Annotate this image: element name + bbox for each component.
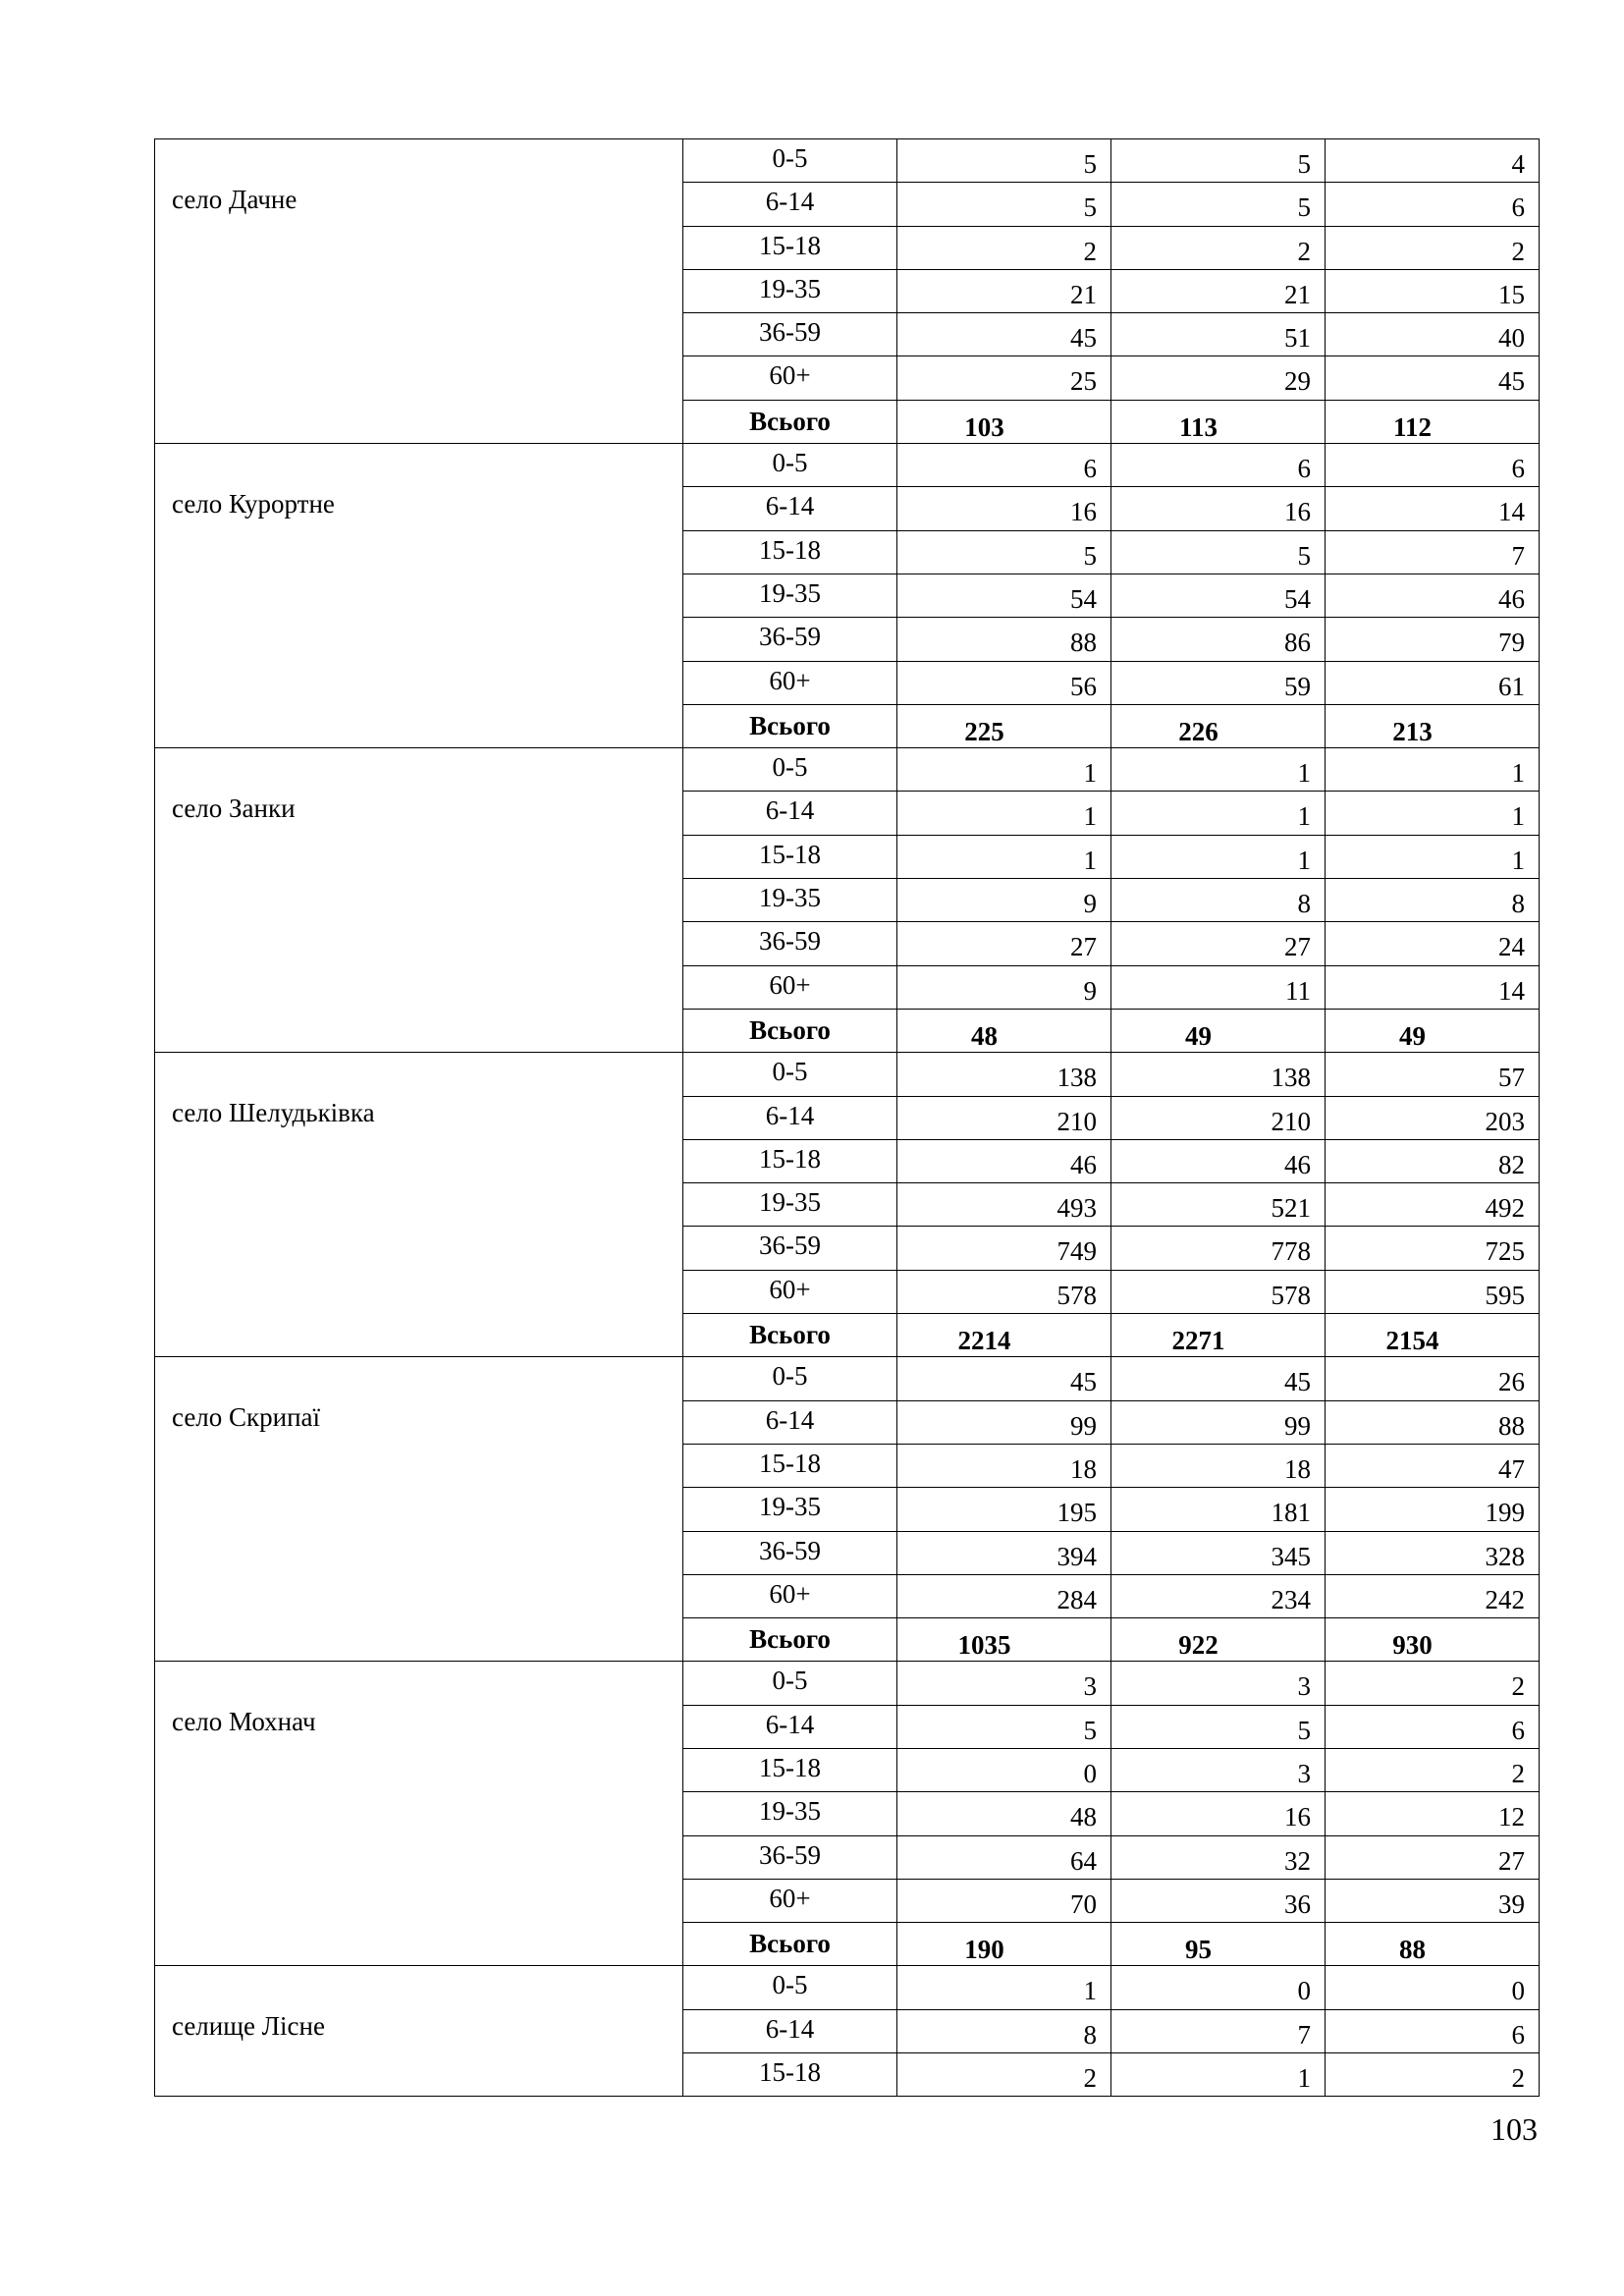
value-cell: 2 [1326,2053,1540,2097]
value-cell: 15 [1326,269,1540,312]
population-table [154,138,1540,2097]
age-group-cell: 15-18 [683,835,897,878]
value-cell: 5 [1111,1705,1326,1748]
value-cell: 1 [1111,792,1326,835]
value-cell: 4 [1326,139,1540,183]
value-cell: 21 [1111,269,1326,312]
age-group-cell: 0-5 [683,139,897,183]
value-cell: 578 [897,1270,1111,1313]
total-label: Всього [683,1923,897,1966]
age-group-cell: 19-35 [683,269,897,312]
value-cell: 3 [1111,1748,1326,1791]
value-cell: 48 [897,1792,1111,1835]
value-cell: 6 [1326,183,1540,226]
value-cell: 16 [897,487,1111,530]
value-cell: 47 [1326,1444,1540,1487]
value-cell: 70 [897,1879,1111,1922]
age-group-cell: 15-18 [683,226,897,269]
value-cell: 6 [897,444,1111,487]
age-group-cell: 0-5 [683,1357,897,1400]
age-group-cell: 19-35 [683,1183,897,1227]
value-cell: 1 [897,835,1111,878]
value-cell: 64 [897,1835,1111,1879]
location-name: село Мохнач [155,1662,683,1966]
value-cell: 54 [1111,574,1326,617]
value-cell: 5 [1111,530,1326,574]
value-cell: 45 [897,1357,1111,1400]
value-cell: 82 [1326,1139,1540,1182]
value-cell: 46 [1326,574,1540,617]
age-group-cell: 36-59 [683,618,897,661]
age-group-cell: 0-5 [683,1966,897,2009]
age-group-cell: 19-35 [683,1488,897,1531]
value-cell: 1 [1111,748,1326,792]
value-cell: 86 [1111,618,1326,661]
age-group-cell: 36-59 [683,922,897,965]
value-cell: 578 [1111,1270,1326,1313]
value-cell: 5 [897,139,1111,183]
age-group-cell: 19-35 [683,879,897,922]
total-value-cell: 103 [897,400,1111,443]
value-cell: 492 [1326,1183,1540,1227]
value-cell: 16 [1111,1792,1326,1835]
value-cell: 14 [1326,487,1540,530]
location-name: селище Лісне [155,1966,683,2097]
value-cell: 138 [1111,1053,1326,1096]
value-cell: 27 [1111,922,1326,965]
value-cell: 46 [897,1139,1111,1182]
value-cell: 5 [1111,139,1326,183]
value-cell: 32 [1111,1835,1326,1879]
value-cell: 2 [1326,1662,1540,1705]
age-group-cell: 60+ [683,356,897,400]
total-value-cell: 2154 [1326,1314,1540,1357]
value-cell: 12 [1326,1792,1540,1835]
value-cell: 725 [1326,1227,1540,1270]
table-row [155,139,1540,183]
value-cell: 14 [1326,965,1540,1009]
value-cell: 493 [897,1183,1111,1227]
value-cell: 88 [1326,1400,1540,1444]
page-number: 103 [1490,2111,1538,2147]
value-cell: 345 [1111,1531,1326,1574]
total-label: Всього [683,400,897,443]
value-cell: 51 [1111,313,1326,356]
total-value-cell: 2271 [1111,1314,1326,1357]
age-group-cell: 60+ [683,1574,897,1617]
location-name: село Дачне [155,139,683,444]
value-cell: 8 [1111,879,1326,922]
total-label: Всього [683,1618,897,1662]
age-group-cell: 6-14 [683,1400,897,1444]
age-group-cell: 60+ [683,1270,897,1313]
total-value-cell: 113 [1111,400,1326,443]
location-name: село Шелудьківка [155,1053,683,1357]
value-cell: 195 [897,1488,1111,1531]
value-cell: 2 [897,226,1111,269]
total-value-cell: 48 [897,1009,1111,1052]
location-name: село Курортне [155,444,683,748]
total-value-cell: 213 [1326,704,1540,747]
total-value-cell: 49 [1326,1009,1540,1052]
table-row [155,444,1540,487]
value-cell: 6 [1326,444,1540,487]
table-row [155,748,1540,792]
total-value-cell: 225 [897,704,1111,747]
value-cell: 0 [897,1748,1111,1791]
table-row [155,1662,1540,1705]
value-cell: 99 [897,1400,1111,1444]
value-cell: 99 [1111,1400,1326,1444]
value-cell: 36 [1111,1879,1326,1922]
total-value-cell: 922 [1111,1618,1326,1662]
value-cell: 24 [1326,922,1540,965]
total-value-cell: 2214 [897,1314,1111,1357]
value-cell: 6 [1111,444,1326,487]
age-group-cell: 6-14 [683,792,897,835]
total-value-cell: 930 [1326,1618,1540,1662]
value-cell: 57 [1326,1053,1540,1096]
total-label: Всього [683,704,897,747]
age-group-cell: 6-14 [683,2009,897,2052]
value-cell: 1 [1111,835,1326,878]
value-cell: 394 [897,1531,1111,1574]
value-cell: 18 [1111,1444,1326,1487]
age-group-cell: 6-14 [683,183,897,226]
age-group-cell: 36-59 [683,1531,897,1574]
value-cell: 8 [897,2009,1111,2052]
total-value-cell: 112 [1326,400,1540,443]
value-cell: 5 [897,1705,1111,1748]
value-cell: 199 [1326,1488,1540,1531]
value-cell: 5 [1111,183,1326,226]
table-row [155,1357,1540,1400]
value-cell: 7 [1111,2009,1326,2052]
value-cell: 138 [897,1053,1111,1096]
age-group-cell: 19-35 [683,1792,897,1835]
value-cell: 39 [1326,1879,1540,1922]
value-cell: 88 [897,618,1111,661]
location-name: село Занки [155,748,683,1053]
total-value-cell: 88 [1326,1923,1540,1966]
value-cell: 521 [1111,1183,1326,1227]
age-group-cell: 60+ [683,661,897,704]
value-cell: 26 [1326,1357,1540,1400]
value-cell: 3 [897,1662,1111,1705]
value-cell: 56 [897,661,1111,704]
value-cell: 27 [897,922,1111,965]
value-cell: 27 [1326,1835,1540,1879]
value-cell: 45 [1326,356,1540,400]
value-cell: 54 [897,574,1111,617]
table-row [155,1966,1540,2009]
value-cell: 2 [1326,226,1540,269]
value-cell: 2 [897,2053,1111,2097]
value-cell: 45 [897,313,1111,356]
age-group-cell: 0-5 [683,444,897,487]
value-cell: 6 [1326,1705,1540,1748]
value-cell: 9 [897,965,1111,1009]
value-cell: 59 [1111,661,1326,704]
value-cell: 45 [1111,1357,1326,1400]
age-group-cell: 6-14 [683,1096,897,1139]
value-cell: 46 [1111,1139,1326,1182]
age-group-cell: 15-18 [683,1139,897,1182]
total-label: Всього [683,1314,897,1357]
value-cell: 61 [1326,661,1540,704]
value-cell: 1 [1326,792,1540,835]
value-cell: 11 [1111,965,1326,1009]
total-value-cell: 49 [1111,1009,1326,1052]
value-cell: 6 [1326,2009,1540,2052]
age-group-cell: 36-59 [683,1835,897,1879]
age-group-cell: 15-18 [683,530,897,574]
value-cell: 5 [897,530,1111,574]
value-cell: 7 [1326,530,1540,574]
age-group-cell: 36-59 [683,313,897,356]
value-cell: 1 [897,792,1111,835]
table-row [155,1053,1540,1096]
total-value-cell: 190 [897,1923,1111,1966]
value-cell: 181 [1111,1488,1326,1531]
value-cell: 328 [1326,1531,1540,1574]
age-group-cell: 0-5 [683,748,897,792]
age-group-cell: 0-5 [683,1662,897,1705]
location-name: село Скрипаї [155,1357,683,1662]
value-cell: 595 [1326,1270,1540,1313]
value-cell: 1 [1111,2053,1326,2097]
value-cell: 0 [1111,1966,1326,2009]
value-cell: 40 [1326,313,1540,356]
total-value-cell: 1035 [897,1618,1111,1662]
value-cell: 1 [897,1966,1111,2009]
age-group-cell: 15-18 [683,1444,897,1487]
value-cell: 242 [1326,1574,1540,1617]
value-cell: 203 [1326,1096,1540,1139]
value-cell: 29 [1111,356,1326,400]
age-group-cell: 6-14 [683,1705,897,1748]
age-group-cell: 6-14 [683,487,897,530]
value-cell: 210 [1111,1096,1326,1139]
age-group-cell: 36-59 [683,1227,897,1270]
age-group-cell: 19-35 [683,574,897,617]
age-group-cell: 60+ [683,1879,897,1922]
value-cell: 25 [897,356,1111,400]
age-group-cell: 0-5 [683,1053,897,1096]
age-group-cell: 15-18 [683,2053,897,2097]
value-cell: 2 [1326,1748,1540,1791]
value-cell: 1 [897,748,1111,792]
value-cell: 18 [897,1444,1111,1487]
total-value-cell: 226 [1111,704,1326,747]
value-cell: 16 [1111,487,1326,530]
age-group-cell: 15-18 [683,1748,897,1791]
value-cell: 778 [1111,1227,1326,1270]
value-cell: 3 [1111,1662,1326,1705]
value-cell: 284 [897,1574,1111,1617]
value-cell: 1 [1326,748,1540,792]
value-cell: 210 [897,1096,1111,1139]
value-cell: 5 [897,183,1111,226]
total-value-cell: 95 [1111,1923,1326,1966]
value-cell: 79 [1326,618,1540,661]
value-cell: 21 [897,269,1111,312]
value-cell: 749 [897,1227,1111,1270]
value-cell: 1 [1326,835,1540,878]
value-cell: 9 [897,879,1111,922]
value-cell: 2 [1111,226,1326,269]
age-group-cell: 60+ [683,965,897,1009]
total-label: Всього [683,1009,897,1052]
value-cell: 234 [1111,1574,1326,1617]
value-cell: 0 [1326,1966,1540,2009]
value-cell: 8 [1326,879,1540,922]
